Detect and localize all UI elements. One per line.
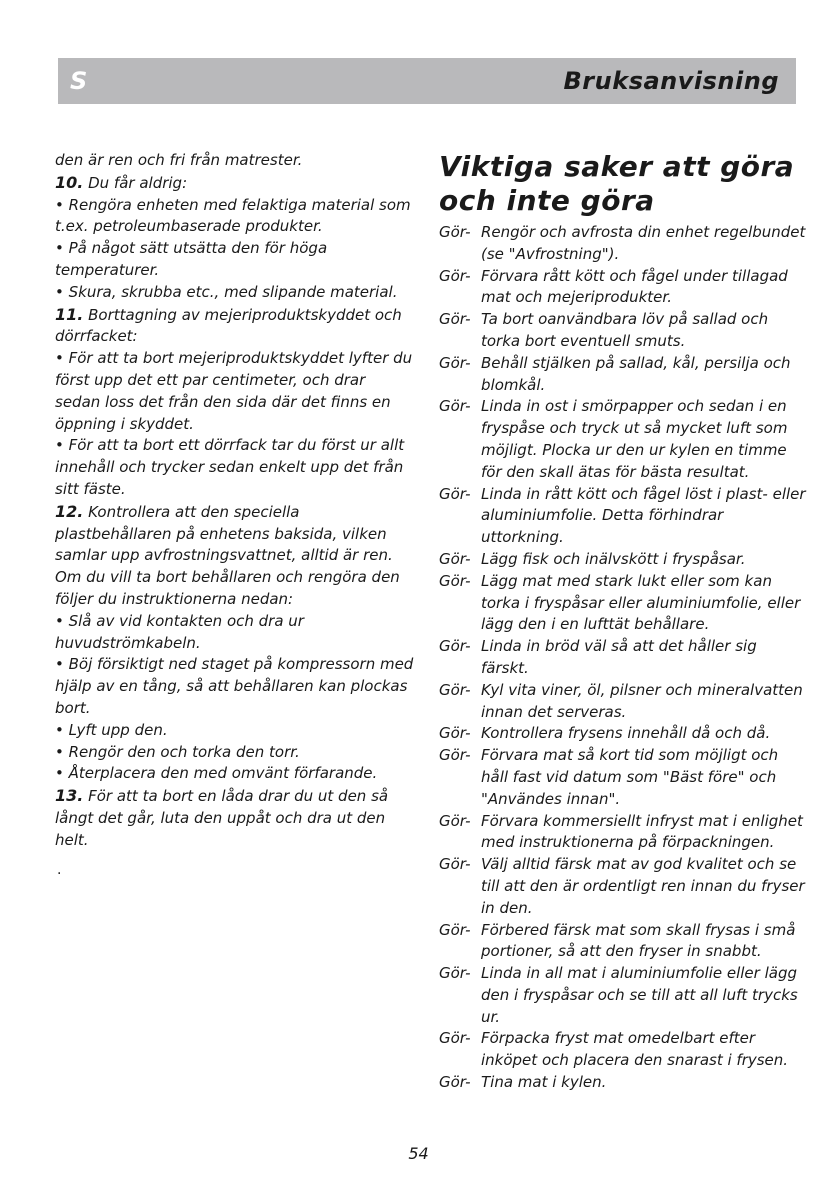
step-number: 11.: [55, 304, 84, 324]
do-prefix: Gör-: [439, 549, 471, 568]
do-text: Lägg mat med stark lukt eller som kan torka i fryspåsar eller aluminiumfolie, eller lägg den i en lufttät behållare.: [481, 571, 801, 634]
do-prefix: Gör-: [439, 310, 471, 329]
paragraph-text: • Skura, skrubba etc., med slipande material.: [55, 282, 398, 301]
do-prefix: Gör-: [439, 811, 471, 830]
do-text: Förvara kommersiellt infryst mat i enlighet med instruktionerna på förpackningen.: [481, 811, 803, 852]
do-item: [439, 222, 809, 266]
do-prefix: Gör-: [439, 855, 471, 874]
do-prefix: Gör-: [439, 680, 471, 699]
left-column: [55, 150, 415, 852]
do-text: Behåll stjälken på sallad, kål, persilja och blomkål.: [481, 353, 791, 394]
do-item: [439, 920, 809, 964]
paragraph-text: • Slå av vid kontakten och dra ur huvudströmkabeln.: [55, 611, 304, 652]
do-prefix: Gör-: [439, 724, 471, 743]
do-text: Lägg fisk och inälvskött i fryspåsar.: [481, 549, 746, 568]
do-prefix: Gör-: [439, 637, 471, 656]
do-text: Rengör och avfrosta din enhet regelbundet (se "Avfrostning").: [481, 223, 806, 263]
paragraph-text: • Rengöra enheten med felaktiga material som t.ex. petroleumbaserade produkter.: [55, 195, 411, 236]
do-item: [439, 309, 809, 353]
paragraph-text: För att ta bort en låda drar du ut den så långt det går, luta den uppåt och dra ut den helt.: [55, 787, 389, 849]
do-prefix: Gör-: [439, 920, 471, 939]
do-prefix: Gör-: [439, 964, 471, 983]
paragraph: [55, 238, 415, 282]
paragraph: [55, 348, 415, 435]
do-text: Tina mat i kylen.: [481, 1073, 607, 1092]
page-number: 54: [408, 1144, 429, 1163]
paragraph: [55, 304, 415, 349]
do-item: [439, 549, 809, 571]
do-text: Kyl vita viner, öl, pilsner och mineralvatten innan det serveras.: [481, 680, 803, 721]
do-item: [439, 1072, 809, 1094]
do-item: [439, 745, 809, 810]
paragraph: [55, 611, 415, 655]
do-item: [439, 353, 809, 397]
do-prefix: Gör-: [439, 223, 471, 241]
do-item: [439, 1028, 809, 1072]
paragraph: [55, 150, 415, 172]
do-item: [439, 636, 809, 680]
do-prefix: Gör-: [439, 1029, 471, 1048]
do-prefix: Gör-: [439, 484, 471, 503]
paragraph: [55, 501, 415, 611]
do-item: [439, 854, 809, 919]
do-item: [439, 484, 809, 549]
do-text: Linda in rått kött och fågel löst i plast- eller aluminiumfolie. Detta förhindrar uttorkning.: [481, 484, 806, 547]
do-item: [439, 723, 809, 745]
do-item: [439, 396, 809, 483]
paragraph-text: • För att ta bort mejeriproduktskyddet lyfter du först upp det ett par centimeter, och drar sedan loss det från den sida där det finns en öppning i skyddet.: [55, 349, 413, 433]
paragraph-text: • För att ta bort ett dörrfack tar du först ur allt innehåll och trycker sedan enkelt upp det från sitt fäste.: [55, 436, 405, 498]
paragraph: [55, 172, 415, 195]
do-item: [439, 680, 809, 724]
do-text: Välj alltid färsk mat av god kvalitet och se till att den är ordentligt ren innan du fryser in den.: [481, 855, 805, 917]
do-text: Linda in all mat i aluminiumfolie eller lägg den i fryspåsar och se till att all luft trycks ur.: [481, 964, 798, 1026]
paragraph: [55, 720, 415, 742]
paragraph-text: Borttagning av mejeriproduktskyddet och dörrfacket:: [55, 305, 402, 346]
do-text: Förbered färsk mat som skall frysas i små portioner, så att den fryser in snabbt.: [481, 920, 796, 961]
step-number: 13.: [55, 786, 84, 806]
paragraph: [55, 763, 415, 785]
right-column: [439, 150, 809, 1094]
paragraph-text: Kontrollera att den speciella plastbehållaren på enhetens baksida, vilken samlar upp avfrostningsvattnet, alltid är ren. Om du vill ta bort behållaren och rengöra den följer du instruktionerna nedan:: [55, 502, 400, 608]
language-marker: S: [70, 67, 88, 95]
do-text: Förvara mat så kort tid som möjligt och håll fast vid datum som "Bäst före" och "Användes innan".: [481, 746, 779, 808]
paragraph-text: • Rengör den och torka den torr.: [55, 742, 300, 761]
do-text: Linda in bröd väl så att det håller sig färskt.: [481, 637, 757, 677]
paragraph-text: den är ren och fri från matrester.: [55, 151, 303, 169]
paragraph-text: • Böj försiktigt ned staget på kompressorn med hjälp av en tång, så att behållaren kan plockas bort.: [55, 655, 414, 717]
do-text: Kontrollera frysens innehåll då och då.: [481, 724, 771, 743]
paragraph: [55, 742, 415, 764]
stray-mark: .: [57, 862, 62, 878]
section-heading: Viktiga saker att göra och inte göra: [439, 150, 795, 217]
step-number: 10.: [55, 172, 84, 192]
do-item: [439, 963, 809, 1028]
do-item: [439, 571, 809, 636]
do-prefix: Gör-: [439, 266, 471, 285]
do-prefix: Gör-: [439, 397, 471, 416]
paragraph: [55, 785, 415, 851]
paragraph: [55, 435, 415, 500]
paragraph-text: • På något sätt utsätta den för höga temperaturer.: [55, 239, 328, 279]
do-text: Linda in ost i smörpapper och sedan i en fryspåse och tryck ut så mycket luft som möjligt. Plocka ur den ur kylen en timme för den skall ätas för bästa resultat.: [481, 397, 788, 481]
do-item: [439, 266, 809, 310]
manual-title: Bruksanvisning: [563, 67, 779, 95]
paragraph-text: • Lyft upp den.: [55, 720, 168, 739]
paragraph: [55, 195, 415, 239]
do-text: Ta bort oanvändbara löv på sallad och torka bort eventuell smuts.: [481, 310, 769, 350]
do-prefix: Gör-: [439, 353, 471, 372]
do-list: [439, 222, 809, 1094]
do-item: [439, 811, 809, 855]
do-prefix: Gör-: [439, 746, 471, 765]
do-text: Förvara rått kött och fågel under tillagad mat och mejeriprodukter.: [481, 266, 788, 307]
paragraph: [55, 654, 415, 719]
do-prefix: Gör-: [439, 1073, 471, 1092]
do-prefix: Gör-: [439, 571, 471, 590]
step-number: 12.: [55, 501, 84, 521]
paragraph: [55, 282, 415, 304]
do-text: Förpacka fryst mat omedelbart efter inköpet och placera den snarast i frysen.: [481, 1029, 789, 1070]
paragraph-text: Du får aldrig:: [83, 173, 188, 192]
paragraph-text: • Återplacera den med omvänt förfarande.: [55, 764, 378, 783]
